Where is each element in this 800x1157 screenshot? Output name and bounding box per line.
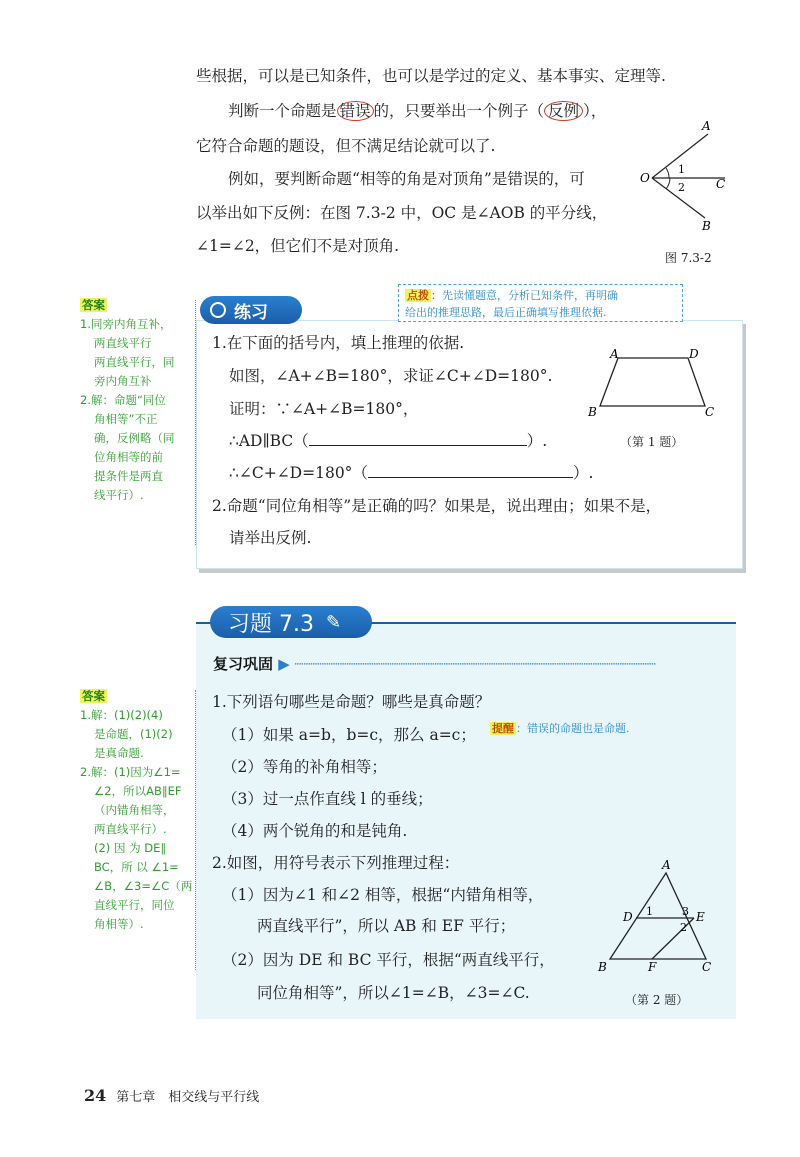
arrow-icon: ▶ ┈┈┈┈┈┈┈┈┈┈┈┈┈┈┈┈┈┈┈┈┈┈┈┈┈┈┈┈┈┈┈┈┈┈┈┈┈┈┈┈ — [278, 655, 656, 673]
tip-box: 提醒 ：错误的命题也是命题. — [492, 722, 630, 735]
answer-label: 答案 — [82, 298, 105, 312]
exercise-q1-item2: （2）等角的补角相等； — [222, 758, 387, 776]
fig-caption-q2: （第 2 题） — [625, 993, 689, 1007]
label-B: B — [702, 219, 711, 233]
practice-q1: 1.在下面的括号内，填上推理的依据. — [212, 334, 465, 352]
practice-q2b: 请举出反例. — [229, 529, 312, 547]
fig-caption-q1: （第 1 题） — [620, 435, 684, 449]
pencil-circle-icon — [210, 302, 226, 318]
practice-q1-proof: 证明：∵∠A+∠B=180°， — [229, 400, 419, 418]
svg-text:A: A — [610, 347, 619, 361]
exercise-q2-1a: （1）因为∠1 和∠2 相等，根据“内错角相等， — [222, 886, 544, 904]
exercise-q2-2b: 同位角相等”，所以∠1=∠B，∠3=∠C. — [257, 984, 530, 1002]
exercise-q1-item4: （4）两个锐角的和是钝角. — [222, 822, 408, 840]
exercise-q1-item1: （1）如果 a=b，b=c，那么 a=c； — [222, 726, 476, 744]
practice-badge: 练习 — [200, 296, 302, 324]
svg-text:3: 3 — [682, 905, 689, 918]
text-line-2: 判断一个命题是 错误 的，只要举出一个例子（ 反例 ）， — [228, 102, 607, 120]
answer-blank-2[interactable] — [368, 463, 573, 478]
svg-text:F: F — [648, 960, 657, 974]
label-A: A — [702, 119, 711, 133]
svg-text:D: D — [623, 910, 633, 924]
text-line-1: 些根据，可以是已知条件，也可以是学过的定义、基本事实、定理等. — [196, 67, 666, 85]
svg-text:2: 2 — [680, 921, 687, 934]
text-line-3: 它符合命题的题设，但不满足结论就可以了. — [196, 137, 496, 155]
svg-text:D: D — [689, 347, 699, 361]
svg-text:B: B — [598, 960, 607, 974]
svg-text:1: 1 — [646, 905, 653, 918]
figure-angle-bisector — [630, 112, 740, 242]
figure-triangle — [590, 855, 720, 980]
label-C: C — [716, 177, 726, 191]
exercise-q2-1b: 两直线平行”，所以 AB 和 EF 平行； — [257, 917, 516, 935]
exercise-answer-note: 答案 1.解：(1)(2)(4) 是命题，(1)(2) 是真命题. 2.解：(1)因为∠1= ∠2，所以AB∥EF （内错角相等， 两直线平行）. (2) 因 为 DE∥ BC，所 以 ∠1= ∠B，∠3=∠C（两 直线平行，同位 角相等）. — [80, 689, 193, 931]
practice-q1-step1: ∴AD∥BC（ ）. — [229, 432, 548, 450]
answer-blank-1[interactable] — [309, 431, 527, 446]
practice-q2: 2.命题“同位角相等”是正确的吗？如果是，说出理由；如果不是， — [212, 497, 662, 515]
label-2: 2 — [678, 181, 685, 194]
circled-counterexample: 反例 — [544, 101, 583, 121]
label-O: O — [640, 171, 650, 185]
svg-text:A: A — [662, 858, 671, 872]
circled-word: 错误 — [337, 101, 374, 121]
page-footer — [84, 1086, 259, 1105]
exercise-q1: 1.下列语句哪些是命题？哪些是真命题？ — [212, 693, 491, 711]
label-1: 1 — [678, 163, 685, 176]
fig-caption-7-3-2: 图 7.3-2 — [665, 251, 712, 265]
practice-q1-step2: ∴∠C+∠D=180°（ ）. — [229, 464, 594, 482]
svg-text:C: C — [705, 405, 715, 419]
figure-trapezoid — [585, 346, 725, 421]
section-title: 复习巩固 ▶ ┈┈┈┈┈┈┈┈┈┈┈┈┈┈┈┈┈┈┈┈┈┈┈┈┈┈┈┈┈┈┈┈┈┈┈┈┈┈┈┈ — [213, 655, 656, 673]
svg-text:B: B — [588, 405, 597, 419]
pencil-icon: ✎ — [325, 611, 342, 633]
text-line-4: 例如，要判断命题“相等的角是对顶角”是错误的，可 — [228, 170, 585, 188]
chapter-title: 第七章 相交线与平行线 — [116, 1090, 260, 1105]
text-line-5: 以举出如下反例：在图 7.3-2 中，OC 是∠AOB 的平分线， — [196, 204, 608, 222]
svg-text:E: E — [696, 910, 705, 924]
practice-answer-note: 答案 1.同旁内角互补， 两直线平行 两直线平行，同 旁内角互补 2.解：命题“同位 角相等”不正 确，反例略（同 位角相等的前 提条件是两直 线平行）. — [80, 298, 175, 502]
hint-box: 点拨 ：先读懂题意，分析已知条件，再明确 给出的推理思路，最后正确填写推理依据. — [398, 284, 683, 322]
exercise-q2: 2.如图，用符号表示下列推理过程： — [212, 854, 460, 872]
practice-q1-given: 如图，∠A+∠B=180°，求证∠C+∠D=180°. — [229, 367, 553, 385]
exercise-q1-item3: （3）过一点作直线 l 的垂线； — [222, 790, 433, 808]
exercise-badge: 习题 7.3 ✎ — [210, 606, 372, 638]
exercise-q2-2a: （2）因为 DE 和 BC 平行，根据“两直线平行， — [222, 951, 555, 969]
note-divider-2 — [195, 690, 196, 970]
page-number: 24 — [84, 1086, 107, 1105]
text-line-6: ∠1=∠2，但它们不是对顶角. — [196, 237, 400, 255]
svg-text:C: C — [702, 960, 712, 974]
